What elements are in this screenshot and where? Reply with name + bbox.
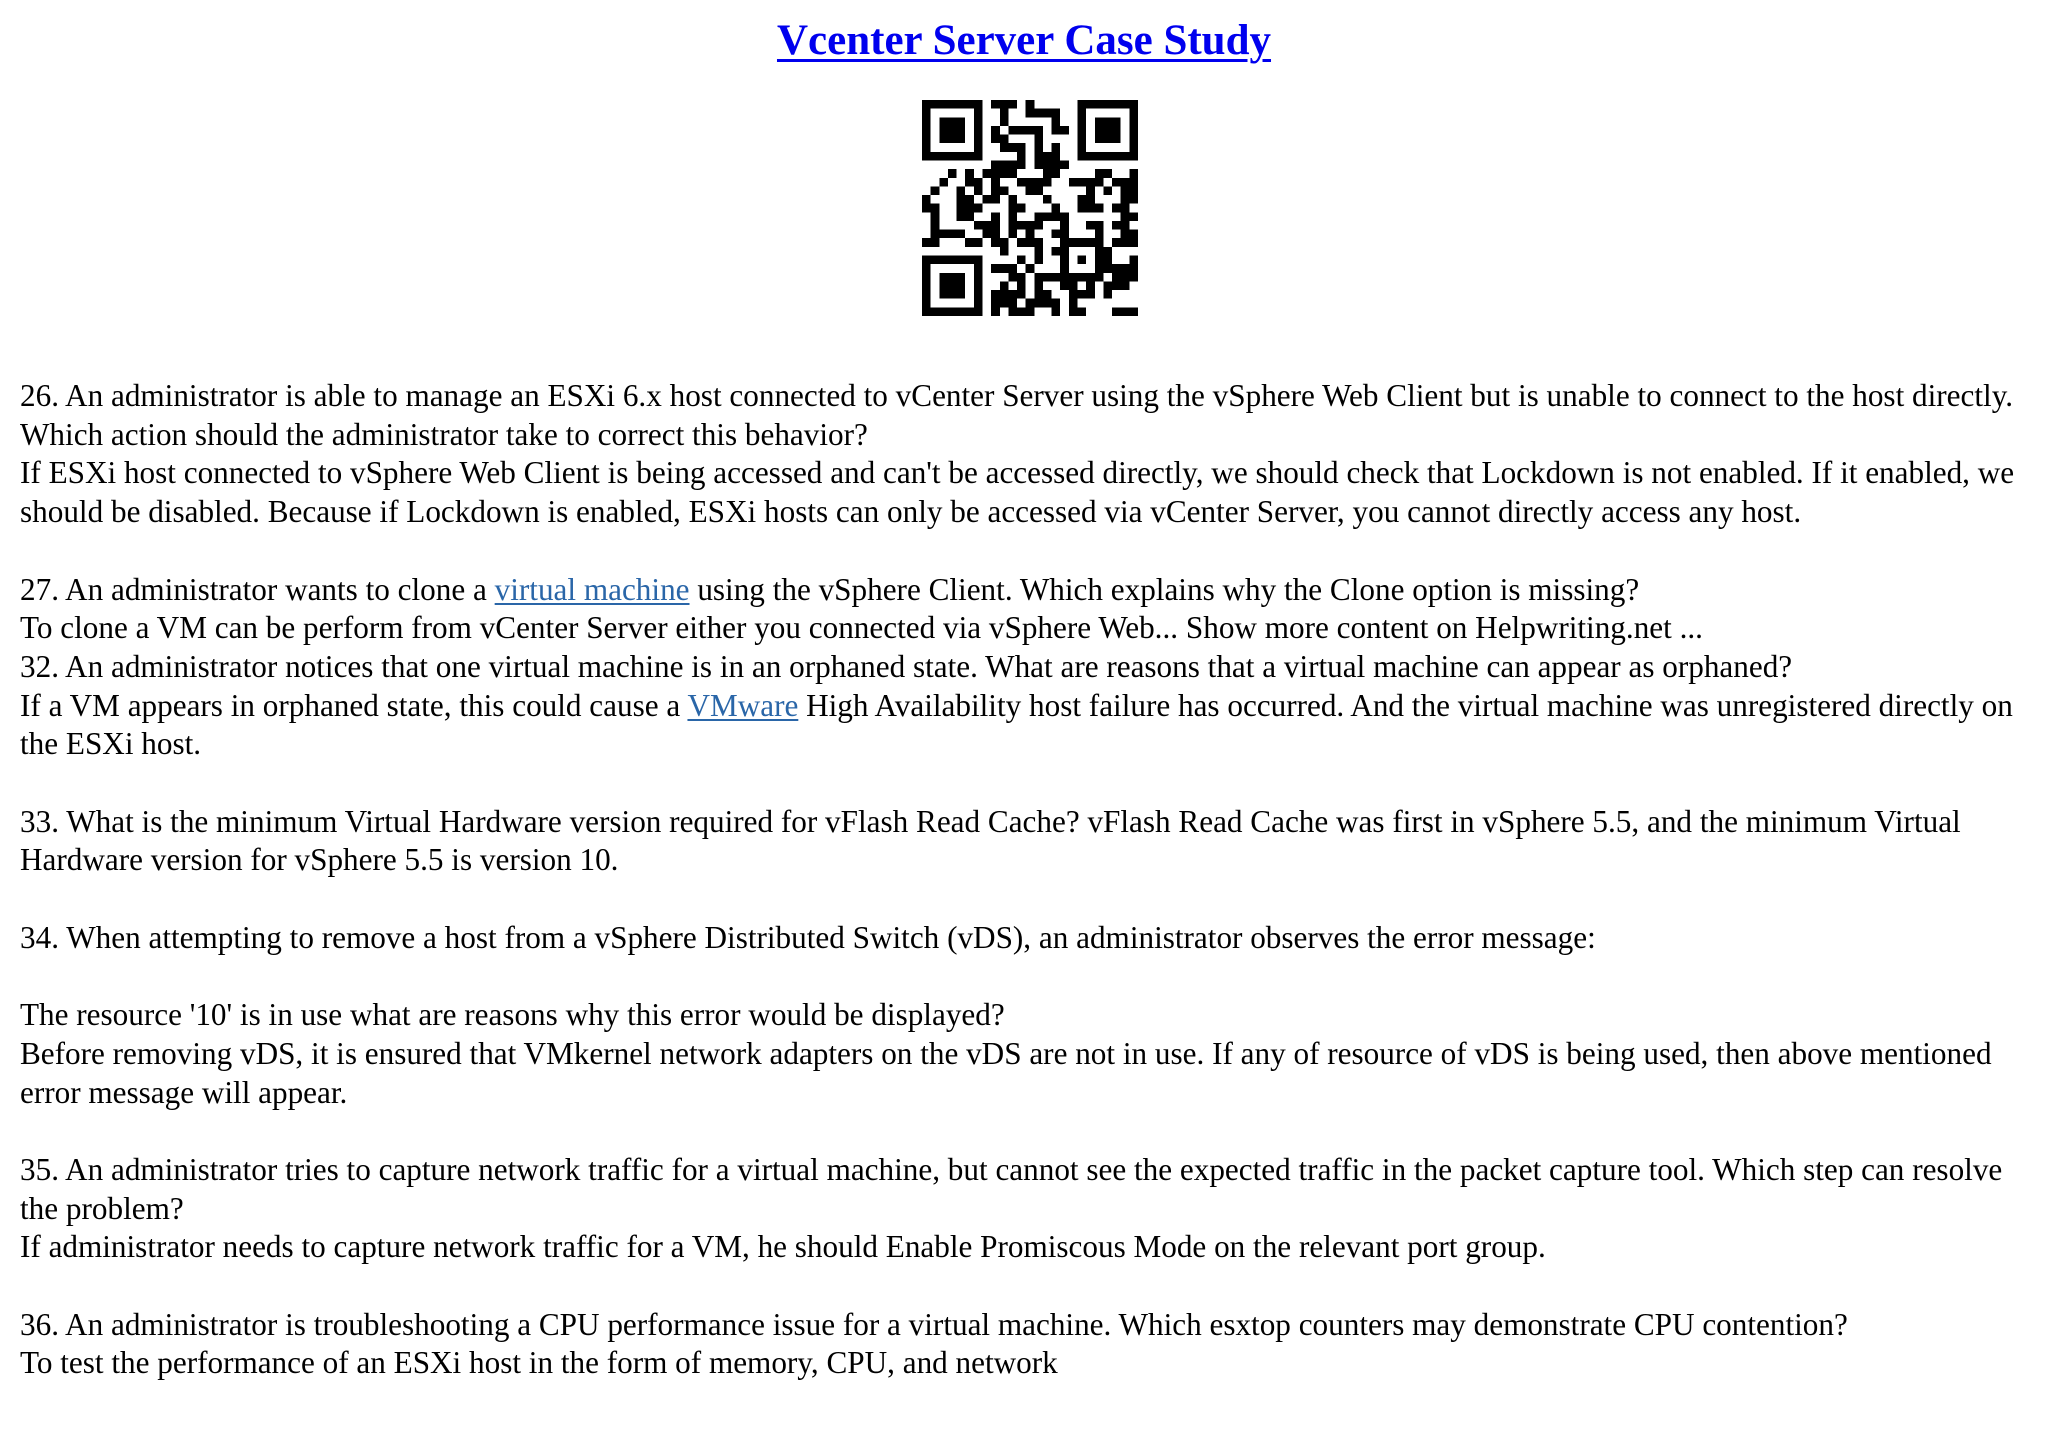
q27-pre: 27. An administrator wants to clone a bbox=[20, 571, 495, 607]
q32-answer-pre: If a VM appears in orphaned state, this could cause a bbox=[20, 687, 688, 723]
q35-question: 35. An administrator tries to capture network traffic for a virtual machine, but cannot see the expected traffic in the packet capture tool. Which step can resolve the problem? bbox=[20, 1151, 2003, 1226]
q32-answer bbox=[20, 687, 2030, 764]
q36-answer: To test the performance of an ESXi host in the form of memory, CPU, and network bbox=[20, 1345, 1058, 1381]
spacer bbox=[20, 958, 2030, 997]
q32-question: 32. An administrator notices that one virtual machine is in an orphaned state. What are reasons that a virtual machine can appear as orphaned? bbox=[20, 648, 1793, 684]
q34-question: 34. When attempting to remove a host from a vSphere Distributed Switch (vDS), an administrator observes the error message: bbox=[20, 919, 1596, 955]
q27-post: using the vSphere Client. Which explains why the Clone option is missing? bbox=[689, 571, 1640, 607]
q26-question: 26. An administrator is able to manage an ESXi 6.x host connected to vCenter Server using the vSphere Web Client but is unable to connect to the host directly. Which action should the administrator take to correct this behavior? bbox=[20, 378, 2014, 452]
vmware-link[interactable]: VMware bbox=[687, 687, 799, 723]
q27-answer: To clone a VM can be perform from vCenter Server either you connected via vSphere Web... Show more content on Helpwriting.net ... bbox=[20, 610, 1703, 646]
spacer bbox=[20, 880, 2030, 919]
title-container bbox=[0, 16, 2048, 65]
virtual-machine-link[interactable]: virtual machine bbox=[494, 571, 690, 607]
q34-error-line: The resource '10' is in use what are reasons why this error would be displayed? bbox=[20, 997, 1005, 1033]
q34-answer: Before removing vDS, it is ensured that VMkernel network adapters on the vDS are not in use. If any of resource of vDS is being used, then above mentioned error message will appear. bbox=[20, 1035, 1992, 1110]
q32-answer-post: High Availability host failure has occurred. And the virtual machine was unregistered directly on the ESXi host. bbox=[20, 687, 2013, 762]
q27-question bbox=[20, 571, 2030, 610]
q36-question: 36. An administrator is troubleshooting a CPU performance issue for a virtual machine. Which esxtop counters may demonstrate CPU contention? bbox=[20, 1306, 1848, 1342]
spacer bbox=[20, 1267, 2030, 1306]
q26-answer: If ESXi host connected to vSphere Web Client is being accessed and can't be accessed directly, we should check that Lockdown is not enabled. If it enabled, we should be disabled. Because if Lockdown is enabled, ESXi hosts can only be accessed via vCenter Server, you cannot directly access any host. bbox=[20, 455, 2015, 530]
spacer bbox=[20, 532, 2030, 571]
spacer bbox=[20, 1112, 2030, 1151]
spacer bbox=[20, 764, 2030, 803]
page-title-link[interactable]: Vcenter Server Case Study bbox=[776, 17, 1272, 64]
q35-answer: If administrator needs to capture network traffic for a VM, he should Enable Promiscous Mode on the relevant port group. bbox=[20, 1229, 1546, 1265]
q33-paragraph: 33. What is the minimum Virtual Hardware version required for vFlash Read Cache? vFlash Read Cache was first in vSphere 5.5, and the minimum Virtual Hardware version for vSphere 5.5 is version 10. bbox=[20, 803, 1961, 878]
qr-code-icon bbox=[922, 100, 1138, 316]
article-body bbox=[20, 377, 2030, 1383]
